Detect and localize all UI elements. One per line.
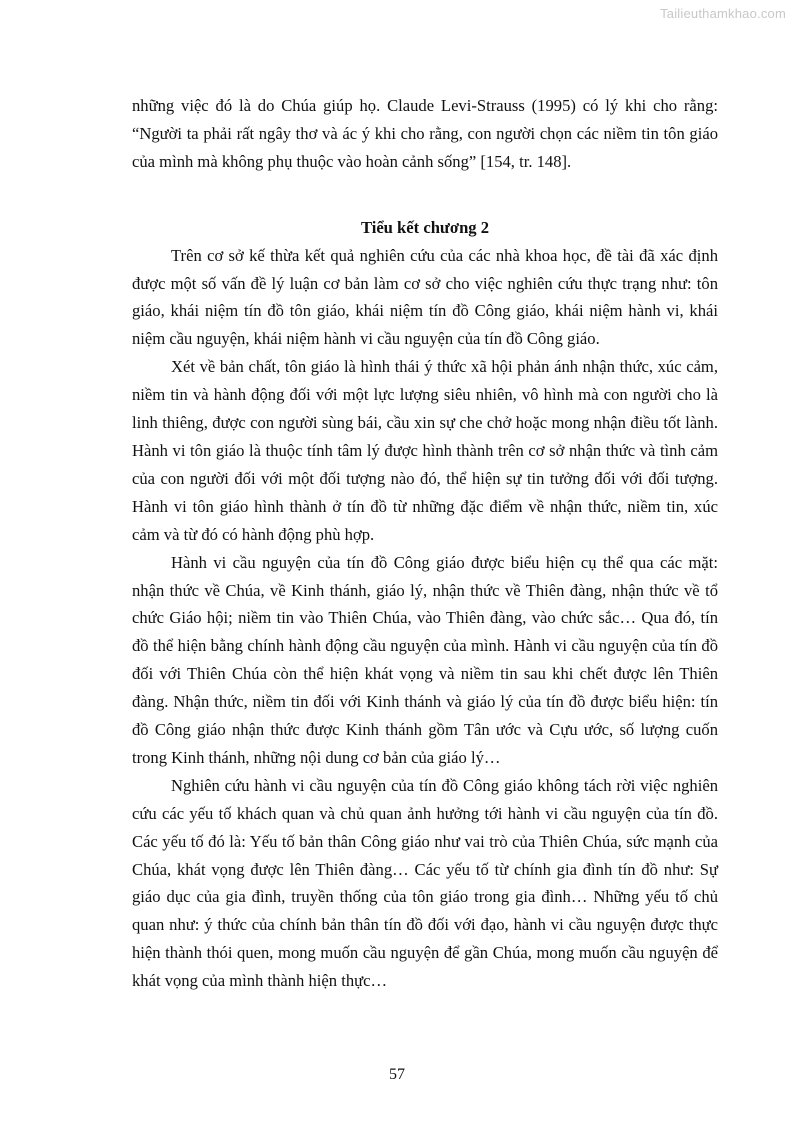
body-paragraph-1: Trên cơ sở kế thừa kết quả nghiên cứu của các nhà khoa học, đề tài đã xác định được một số vấn đề lý luận cơ bản làm cơ sở cho việc nghiên cứu thực trạng như: tôn giáo, khái niệm tín đồ tôn giáo, khái niệm tín đồ Công giáo, khái niệm hành vi, khái niệm cầu nguyện, khái niệm hành vi cầu nguyện của tín đồ Công giáo. xyxy=(132,245,718,349)
body-paragraph-2: Xét về bản chất, tôn giáo là hình thái ý thức xã hội phản ánh nhận thức, xúc cảm, niềm tin và hành động đối với một lực lượng siêu nhiên, vô hình mà con người cho là linh thiêng, được con người sùng bái, cầu xin sự che chở hoặc mong nhận điều tốt lành. Hành vi tôn giáo là thuộc tính tâm lý được hình thành trên cơ sở nhận thức và tình cảm của con người đối với một đối tượng nào đó, thể hiện sự tin tưởng đối với đối tượng. Hành vi tôn giáo hình thành ở tín đồ từ những đặc điểm về nhận thức, niềm tin, xúc cảm và từ đó có hành động phù hợp. xyxy=(132,357,718,544)
section-title: Tiểu kết chương 2 xyxy=(360,217,490,237)
body-paragraph-3: Hành vi cầu nguyện của tín đồ Công giáo được biểu hiện cụ thể qua các mặt: nhận thức về Chúa, về Kinh thánh, giáo lý, nhận thức về Thiên đàng, nhận thức về tổ chức Giáo hội; niềm tin vào Thiên Chúa, vào Thiên đàng, vào chức sắc… Qua đó, tín đồ thể hiện bằng chính hành động cầu nguyện của mình. Hành vi cầu nguyện của tín đồ đối với Thiên Chúa còn thể hiện khát vọng và niềm tin sau khi chết được lên Thiên đàng. Nhận thức, niềm tin đối với Kinh thánh và giáo lý của tín đồ được biểu hiện: tín đồ Công giáo nhận thức được Kinh thánh gồm Tân ước và Cựu ước, số lượng cuốn trong Kinh thánh, những nội dung cơ bản của giáo lý… xyxy=(132,552,718,767)
watermark-text: Tailieuthamkhao.com xyxy=(660,6,786,21)
page-number: 57 xyxy=(389,1066,405,1083)
page-body xyxy=(132,92,718,995)
continued-paragraph: những việc đó là do Chúa giúp họ. Claude Levi-Strauss (1995) có lý khi cho rằng: “Người ta phải rất ngây thơ và ác ý khi cho rằng, con người chọn các niềm tin tôn giáo của mình mà không phụ thuộc vào hoàn cảnh sống” [154, tr. 148]. xyxy=(132,96,718,171)
body-paragraph-4: Nghiên cứu hành vi cầu nguyện của tín đồ Công giáo không tách rời việc nghiên cứu các yếu tố khách quan và chủ quan ảnh hưởng tới hành vi cầu nguyện của tín đồ. Các yếu tố đó là: Yếu tố bản thân Công giáo như vai trò của Thiên Chúa, sức mạnh của Chúa, khát vọng được lên Thiên đàng… Các yếu tố từ chính gia đình tín đồ như: Sự giáo dục của gia đình, truyền thống của tôn giáo trong gia đình… Những yếu tố chủ quan như: ý thức của chính bản thân tín đồ đối với đạo, hành vi cầu nguyện được thực hiện thành thói quen, mong muốn cầu nguyện để gần Chúa, mong muốn cầu nguyện để khát vọng của mình thành hiện thực… xyxy=(132,775,718,991)
